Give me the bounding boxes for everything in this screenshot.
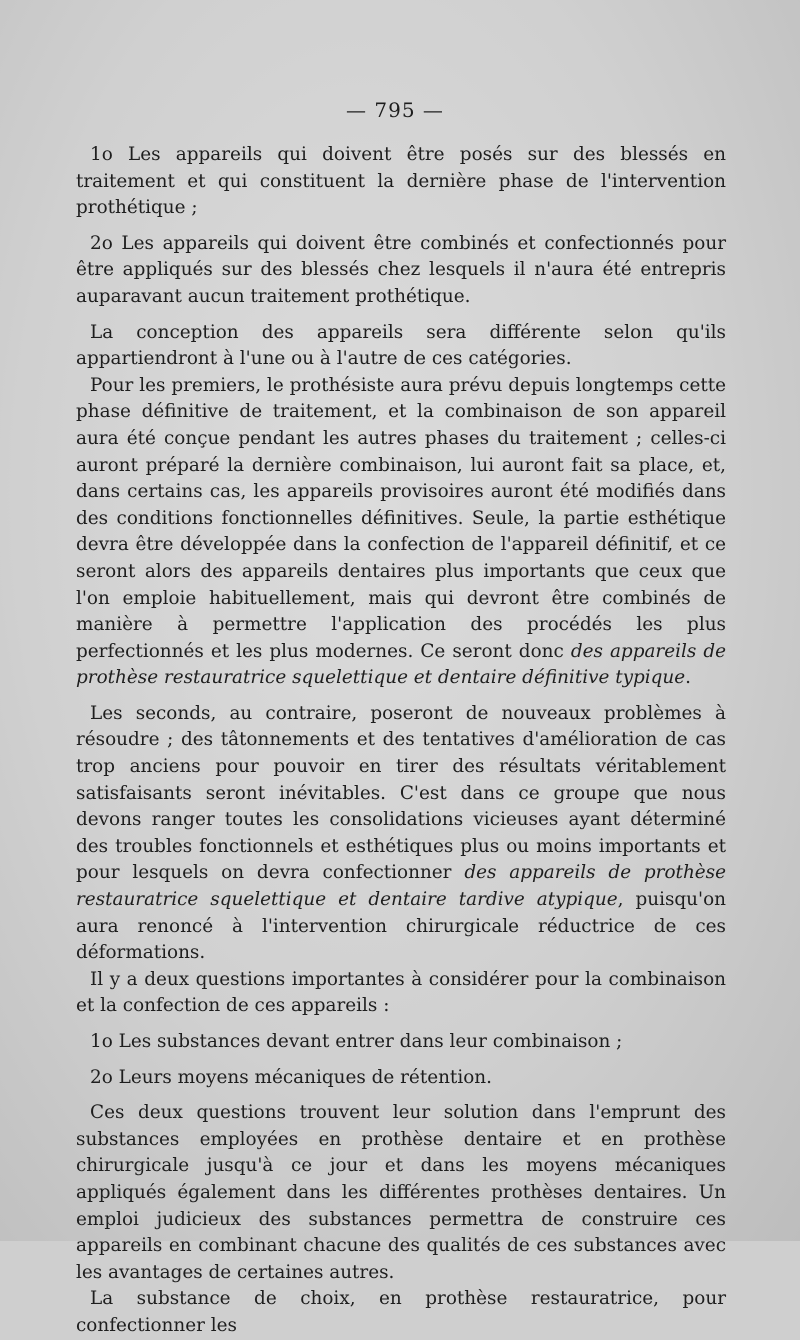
second-group-emphasis: des appareils de prothèse restauratrice squelettique et dentaire tardive atypique <box>76 862 726 911</box>
paragraph-first-group <box>76 373 726 692</box>
paragraph-two-questions: Il y a deux questions importantes à considérer pour la combinaison et la confection de ces appareils : <box>76 968 726 1017</box>
paragraph-substance-choice: La substance de choix, en prothèse restauratrice, pour confectionner les <box>76 1288 726 1336</box>
body-text <box>76 142 726 1340</box>
first-group-end: . <box>685 667 692 689</box>
first-group-text: Pour les premiers, le prothésiste aura prévu depuis longtemps cette phase définitive de traitement, et la combinaison de son appareil aura été conçue pendant les autres phases du traitement ; celles-ci auront préparé la dernière combinaison, lui auront fait sa place, et, dans certains cas, les appareils provisoires auront été modifiés dans des conditions fonctionnelles définitives. Seule, la partie esthétique devra être développée dans la confection de l'appareil définitif, et ce seront alors des appareils dentaires plus importants que ceux que l'on emploie habituellement, mais qui devront être combinés de manière à permettre l'application des procédés les plus perfectionnés et les plus modernes. Ce seront donc <box>76 374 726 662</box>
paragraph-category-one: 1o Les appareils qui doivent être posés sur des blessés en traitement et qui constituent la dernière phase de l'intervention prothétique ; <box>76 144 726 219</box>
first-group-emphasis: des appareils de prothèse restauratrice squelettique et dentaire définitive typique <box>76 640 726 689</box>
paragraph-category-two: 2o Les appareils qui doivent être combinés et confectionnés pour être appliqués sur des blessés chez lesquels il n'aura été entrepris auparavant aucun traitement prothétique. <box>76 232 726 307</box>
paragraph-conception: La conception des appareils sera différente selon qu'ils appartiendront à l'une ou à l'autre de ces catégories. <box>76 321 726 370</box>
paragraph-second-group <box>76 701 726 967</box>
second-group-text: Les seconds, au contraire, poseront de nouveaux problèmes à résoudre ; des tâtonnements et des tentatives d'amélioration de cas trop anciens pour pouvoir en tirer des résultats véritablement satisfaisants seront inévitables. C'est dans ce groupe que nous devons ranger toutes les consolidations vicieuses ayant déterminé des troubles fonctionnels et esthétiques plus ou moins importants et pour lesquels on devra confectionner <box>76 702 726 884</box>
question-retention: 2o Leurs moyens mécaniques de rétention. <box>90 1066 492 1088</box>
page-number: — 795 — <box>346 98 444 122</box>
paragraph-solutions: Ces deux questions trouvent leur solution dans l'emprunt des substances employées en prothèse dentaire et en prothèse chirurgicale jusqu'à ce jour et dans les moyens mécaniques appliqués également dans les différentes prothèses dentaires. Un emploi judicieux des substances permettra de construire ces appareils en combinant chacune des qualités de ces substances avec les avantages de certaines autres. <box>76 1102 726 1283</box>
question-substances: 1o Les substances devant entrer dans leur combinaison ; <box>90 1031 623 1052</box>
second-group-end: , puisqu'on aura renoncé à l'intervention chirurgicale réductrice de ces déformations. <box>76 889 726 964</box>
